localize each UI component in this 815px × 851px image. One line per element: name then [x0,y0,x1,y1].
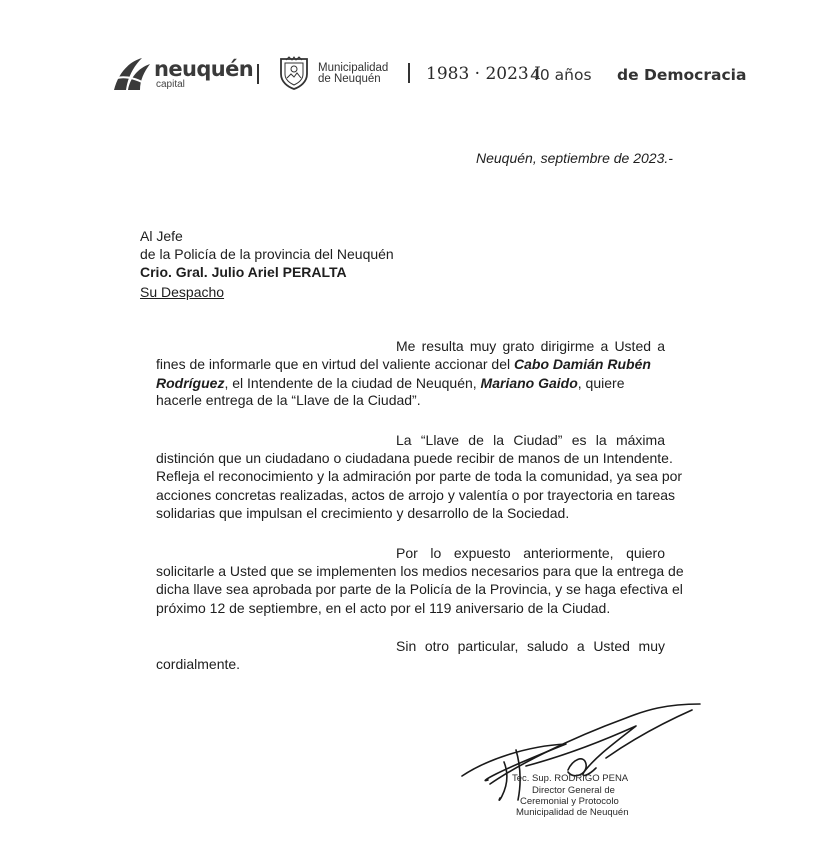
letterhead-divider [408,63,410,83]
paragraph-1-text: , el Intendente de la ciudad de Neuquén, [224,375,477,391]
officer-name: Cabo Damián Rubén [514,356,651,372]
paragraph-1-line2 [156,356,651,372]
recipient-office: Su Despacho [140,284,225,300]
paragraph-1-text: , quiere [577,375,625,391]
paragraph-2-line5: solidarias que impulsan el crecimiento y desarrollo de la Sociedad. [156,505,570,521]
paragraph-3-line4: próximo 12 de septiembre, en el acto por el 119 aniversario de la Ciudad. [156,600,611,616]
letter-date: Neuquén, septiembre de 2023.- [476,150,673,166]
paragraph-1-line4: hacerle entrega de la “Llave de la Ciudad”. [156,392,421,408]
neuquen-capital-logo [112,56,252,92]
paragraph-1-line1: Me resulta muy grato dirigirme a Usted a [396,338,665,354]
closing-line1: Sin otro particular, saludo a Usted muy [396,638,665,654]
officer-surname: Rodríguez [156,375,225,391]
neuquen-logo-name: neuquén [154,57,254,81]
municipality-name-line1: Municipalidad [318,62,389,74]
signatory-title-line3: Municipalidad de Neuquén [516,807,629,818]
neuquen-logo-icon [112,56,152,92]
signature-block [456,700,716,820]
paragraph-2-line3: Refleja el reconocimiento y la admiración por parte de toda la comunidad, ya sea por [156,468,683,484]
signatory-title-line2: Ceremonial y Protocolo [520,796,619,807]
paragraph-3-line1: Por lo expuesto anteriormente, quiero [396,545,665,561]
paragraph-2-line1: La “Llave de la Ciudad” es la máxima [396,432,665,448]
municipality-name-line2: de Neuquén [318,73,381,85]
closing-line2: cordialmente. [156,656,241,672]
recipient-line2: de la Policía de la provincia del Neuquén [140,246,394,262]
letterhead-divider [257,64,259,84]
recipient-line1: Al Jefe [140,228,183,244]
democracy-years: 40 años [530,66,592,84]
mayor-name: Mariano Gaido [480,375,578,391]
paragraph-1-line3 [156,375,624,391]
signatory-name: Tec. Sup. RODRIGO PENA [512,773,629,784]
paragraph-3-line2: solicitarle a Usted que se implementen los medios necesarios para que la entrega de [156,563,684,579]
neuquen-logo-sub: capital [156,79,185,90]
paragraph-1-text: fines de informarle que en virtud del valiente accionar del [156,356,511,372]
paragraph-3-line3: dicha llave sea aprobada por parte de la Policía de la Provincia, y se haga efectiva el [156,581,683,597]
anniversary-years: 1983 · 2023 I [426,64,541,84]
signatory-title-line1: Director General de [532,785,615,796]
recipient-name: Crio. Gral. Julio Ariel PERALTA [140,264,347,280]
letterhead [112,50,752,96]
paragraph-2-line4: acciones concretas realizadas, actos de arrojo y valentía o por trayectoria en tareas [156,487,676,503]
democracy-label: de Democracia [617,66,747,84]
paragraph-2-line2: distinción que un ciudadano o ciudadana puede recibir de manos de un Intendente. [156,450,673,466]
municipality-crest-icon [278,56,310,90]
